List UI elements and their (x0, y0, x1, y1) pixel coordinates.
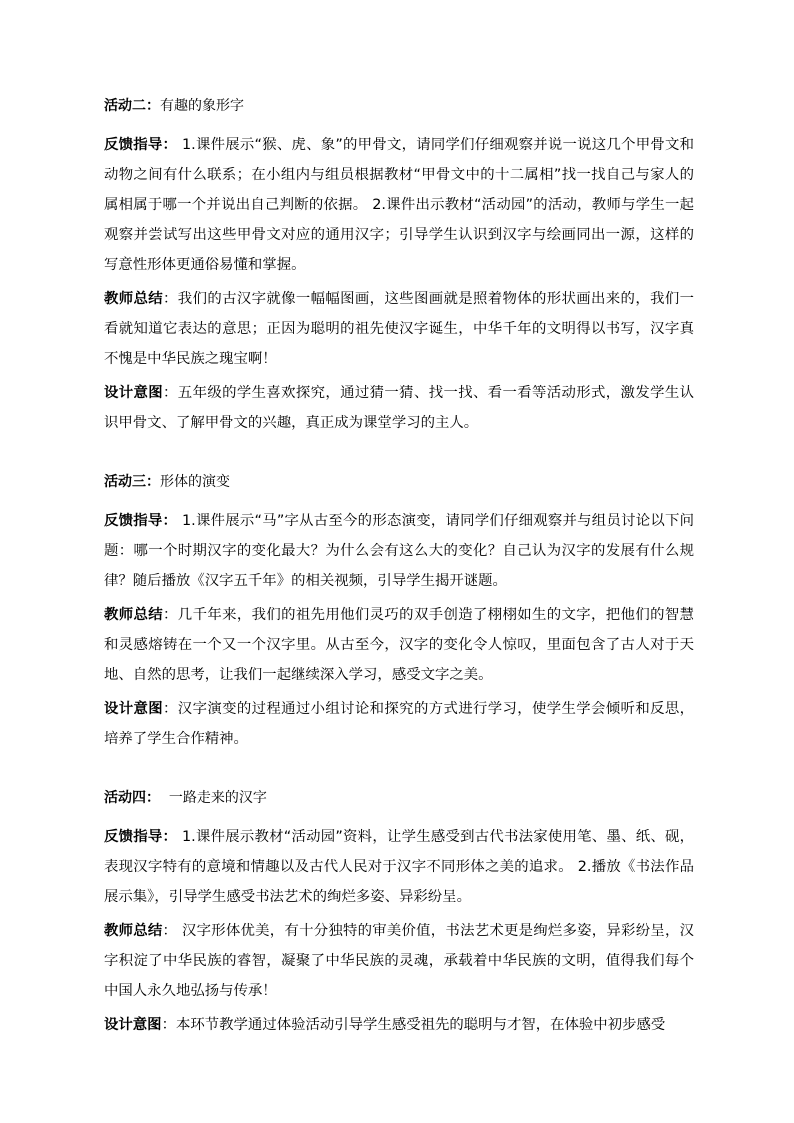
heading-label: 活动四： (104, 790, 160, 806)
paragraph-text: ：汉字演变的过程通过小组讨论和探究的方式进行学习，使学生学会倾听和反思，培养了学生合作精神。 (104, 701, 694, 747)
paragraph-text: ： 汉字形体优美，有十分独特的审美价值，书法艺术更是绚烂多姿，异彩纷呈，汉字积淀了中华民族的睿智，凝聚了中华民族的灵魂，承载着中华民族的文明，值得我们每个中国人永久地弘扬与传承！ (104, 923, 694, 999)
section-heading (104, 472, 694, 492)
paragraph-text: ：本环节教学通过体验活动引导学生感受祖先的聪明与才智，在体验中初步感受 (161, 1017, 666, 1033)
paragraph-label: 反馈指导： (104, 137, 178, 153)
paragraph-text: 1.课件展示教材“活动园”资料，让学生感受到古代书法家使用笔、墨、纸、砚，表现汉字特有的意境和情趣以及古代人民对于汉字不同形体之美的追求。 2.播放《书法作品展示集》，引导学生感受书法艺术的绚烂多姿、异彩纷呈。 (104, 829, 694, 905)
heading-text: 一路走来的汉字 (160, 790, 267, 806)
section-activity-3 (104, 472, 694, 754)
paragraph-label: 教师总结 (104, 923, 163, 939)
paragraph-design-intent (104, 694, 694, 754)
paragraph-label: 教师总结 (104, 291, 164, 307)
paragraph-feedback (104, 822, 694, 912)
paragraph-summary (104, 284, 694, 374)
paragraph-feedback (104, 506, 694, 596)
paragraph-label: 设计意图 (104, 1017, 162, 1033)
paragraph-label: 反馈指导： (104, 829, 178, 845)
section-heading (104, 96, 694, 116)
paragraph-label: 教师总结 (104, 607, 164, 623)
paragraph-text: ：五年级的学生喜欢探究，通过猜一猜、找一找、看一看等活动形式，激发学生认识甲骨文、了解甲骨文的兴趣，真正成为课堂学习的主人。 (104, 385, 694, 431)
heading-text: 有趣的象形字 (160, 98, 244, 114)
paragraph-summary (104, 916, 694, 1006)
paragraph-summary (104, 600, 694, 690)
paragraph-design-intent (104, 1010, 694, 1040)
paragraph-label: 设计意图 (104, 701, 164, 717)
heading-text: 形体的演变 (160, 474, 230, 490)
paragraph-feedback (104, 130, 694, 280)
section-activity-2 (104, 96, 694, 438)
document-page (104, 96, 694, 1044)
heading-label: 活动二： (104, 98, 160, 114)
section-activity-4 (104, 788, 694, 1040)
paragraph-text: ：我们的古汉字就像一幅幅图画，这些图画就是照着物体的形状画出来的，我们一看就知道它表达的意思；正因为聪明的祖先使汉字诞生，中华千年的文明得以书写，汉字真不愧是中华民族之瑰宝啊！ (104, 291, 694, 367)
paragraph-text: 1.课件展示“马”字从古至今的形态演变，请同学们仔细观察并与组员讨论以下问题：哪一个时期汉字的变化最大？为什么会有这么大的变化？自己认为汉字的发展有什么规律？随后播放《汉字五千年》的相关视频，引导学生揭开谜题。 (104, 513, 694, 589)
paragraph-text: ：几千年来，我们的祖先用他们灵巧的双手创造了栩栩如生的文字，把他们的智慧和灵感熔铸在一个又一个汉字里。从古至今，汉字的变化令人惊叹，里面包含了古人对于天地、自然的思考，让我们一起继续深入学习，感受文字之美。 (104, 607, 694, 683)
section-heading (104, 788, 694, 808)
heading-label: 活动三： (104, 474, 160, 490)
paragraph-label: 设计意图 (104, 385, 164, 401)
paragraph-design-intent (104, 378, 694, 438)
paragraph-text: 1.课件展示“猴、虎、象”的甲骨文，请同学们仔细观察并说一说这几个甲骨文和动物之间有什么联系；在小组内与组员根据教材“甲骨文中的十二属相”找一找自己与家人的属相属于哪一个并说出自己判断的依据。 2.课件出示教材“活动园”的活动，教师与学生一起观察并尝试写出这些甲骨文对应的通用汉字；引导学生认识到汉字与绘画同出一源，这样的写意性形体更通俗易懂和掌握。 (104, 137, 694, 273)
paragraph-label: 反馈指导： (104, 513, 178, 529)
